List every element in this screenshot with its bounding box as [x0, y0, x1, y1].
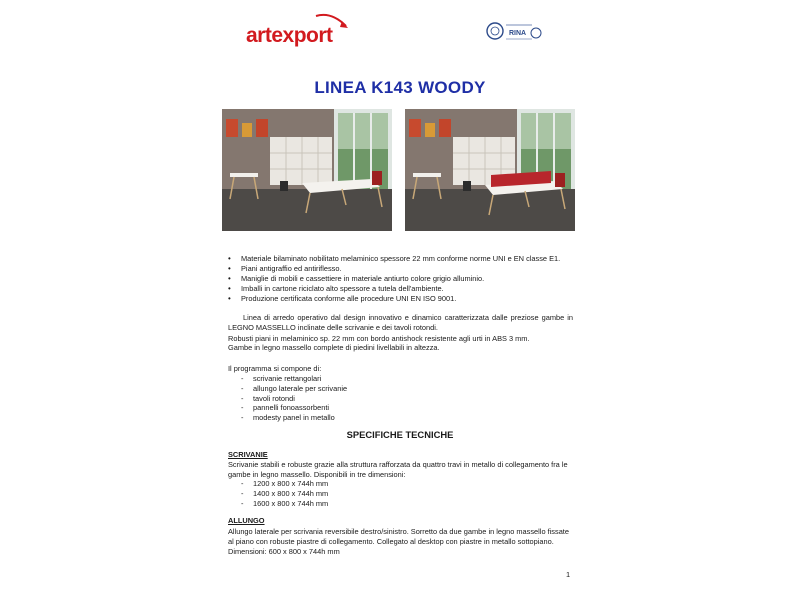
- features-list: [228, 254, 588, 304]
- list-item: - 1600 x 800 x 744h mm: [241, 499, 328, 509]
- desks-heading: SCRIVANIE: [228, 450, 268, 459]
- desk-sizes-list: [241, 479, 328, 508]
- description-line: Gambe in legno massello complete di piedini livellabili in altezza.: [228, 343, 440, 352]
- list-item: • Materiale bilaminato nobilitato melaminico spessore 22 mm conforme norme UNI e EN classe E1.: [228, 254, 588, 264]
- certification-badge: [486, 20, 546, 42]
- page-number: 1: [566, 570, 571, 579]
- extension-block: [228, 527, 573, 557]
- list-item: • Maniglie di mobili e cassettiere in materiale antiurto colore grigio alluminio.: [228, 274, 588, 284]
- list-item: - allungo laterale per scrivanie: [241, 384, 347, 394]
- extension-dimensions: Dimensioni: 600 x 800 x 744h mm: [228, 547, 340, 556]
- artexport-logo: [246, 12, 356, 46]
- list-item: - 1400 x 800 x 744h mm: [241, 489, 328, 499]
- extension-text: Allungo laterale per scrivania reversibile destro/sinistro. Sorretto da due gambe in legno massello fissate al piano con robuste piastre di collegamento. Collegato al desktop con piastre in metallo sottopiano.: [228, 527, 569, 546]
- specs-heading: SPECIFICHE TECNICHE: [346, 429, 454, 440]
- list-item: • Produzione certificata conforme alle procedure UNI EN ISO 9001.: [228, 294, 588, 304]
- list-item: • Imballi in cartone riciclato alto spessore a tutela dell'ambiente.: [228, 284, 588, 294]
- description-line: Robusti piani in melaminico sp. 22 mm con bordo antishock resistente agli urti in ABS 3 mm.: [228, 334, 530, 343]
- program-intro: Il programma si compone di:: [228, 364, 322, 373]
- list-item: - tavoli rotondi: [241, 394, 347, 404]
- program-list: [241, 374, 347, 423]
- list-item: - modesty panel in metallo: [241, 413, 347, 423]
- list-item: • Piani antigraffio ed antiriflesso.: [228, 264, 588, 274]
- office-photo-red-panel: [405, 109, 575, 231]
- rina-logo-icon: [486, 20, 546, 42]
- certification-label: RINA: [509, 30, 527, 37]
- office-photo-white-desk: [222, 109, 392, 231]
- list-item: - pannelli fonoassorbenti: [241, 403, 347, 413]
- list-item: - 1200 x 800 x 744h mm: [241, 479, 328, 489]
- brand-name: artexport: [246, 24, 333, 47]
- page-title: LINEA K143 WOODY: [314, 78, 486, 97]
- extension-heading: ALLUNGO: [228, 516, 265, 525]
- list-item: - scrivanie rettangolari: [241, 374, 347, 384]
- description-paragraph: Linea di arredo operativo dal design innovativo e dinamico caratterizzata dalle preziose gambe in LEGNO MASSELLO inclinate delle scrivanie e dei tavoli rotondi.: [228, 313, 573, 332]
- desks-text: Scrivanie stabili e robuste grazie alla struttura rafforzata da quattro travi in metallo di collegamento fra le gambe in legno massello. Disponibili in tre dimensioni:: [228, 460, 568, 479]
